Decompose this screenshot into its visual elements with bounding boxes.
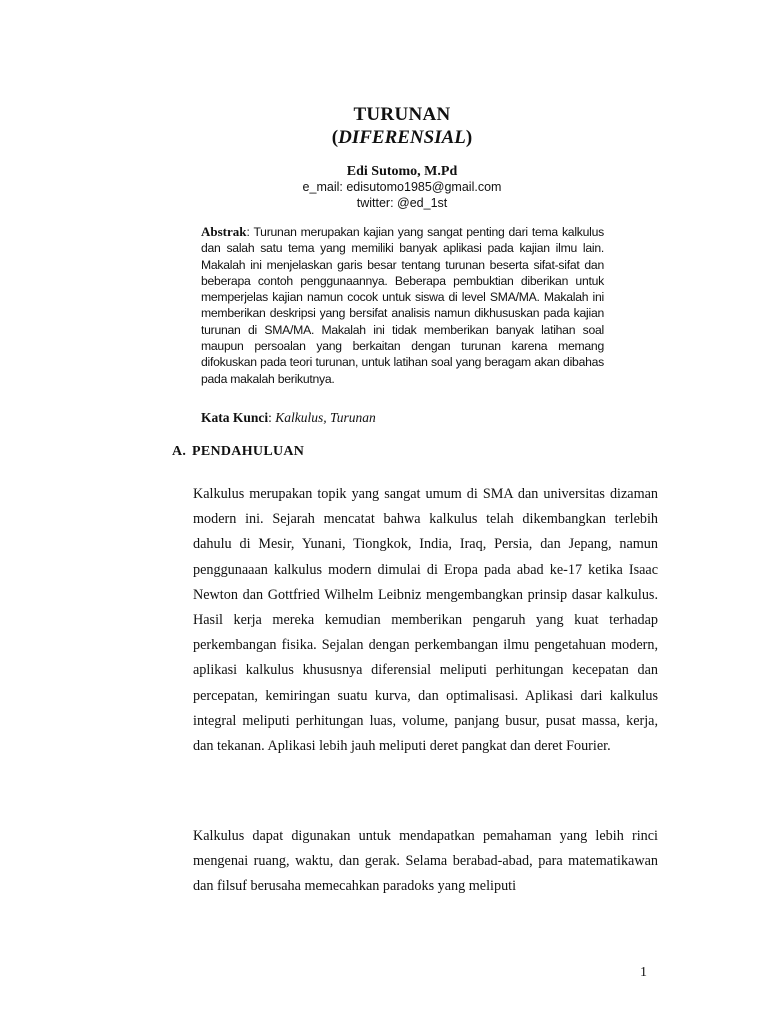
abstract-text: : Turunan merupakan kajian yang sangat penting dari tema kalkulus dan salah satu tema yang memiliki banyak aplikasi pada kajian ilmu lain. Makalah ini menjelaskan garis besar tentang turunan beserta sifat-sifat dan beberapa contoh penggunaannya. Beberapa pembuktian diberikan untuk memperjelas kajian namun cocok untuk siswa di level SMA/MA. Makalah ini memberikan deskripsi yang bersifat analisis namun dikhususkan pada kajian turunan di SMA/MA. Makalah ini tidak memberikan banyak latihan soal maupun persoalan yang berkaitan dengan turunan karena memang difokuskan pada teori turunan, untuk latihan soal yang beragam akan dibahas pada makalah berikutnya.	[201, 225, 604, 386]
subtitle-close-paren: )	[465, 127, 473, 148]
page-number: 1	[640, 965, 647, 980]
subtitle-italic-text: DIFERENSIAL	[338, 127, 466, 148]
section-title: PENDAHULUAN	[192, 444, 305, 459]
abstract-block	[201, 224, 604, 387]
abstract-label: Abstrak	[201, 224, 247, 239]
paper-subtitle	[0, 126, 768, 150]
keywords-line	[201, 409, 604, 426]
keywords-separator: :	[268, 410, 276, 425]
paper-title: TURUNAN	[353, 104, 451, 125]
author-name: Edi Sutomo, M.Pd	[346, 164, 458, 179]
keywords-label: Kata Kunci	[201, 410, 269, 425]
keywords-values: Kalkulus, Turunan	[275, 410, 376, 425]
author-twitter: twitter: @ed_1st	[356, 196, 448, 210]
subtitle-open-paren: (	[331, 127, 339, 148]
author-email: e_mail: edisutomo1985@gmail.com	[302, 180, 502, 194]
body-paragraph-2: Kalkulus dapat digunakan untuk mendapatkan pemahaman yang lebih rinci mengenai ruang, waktu, dan gerak. Selama berabad-abad, para matematikawan dan filsuf berusaha memecahkan paradoks yang meliputi	[193, 828, 658, 895]
body-paragraph-1: Kalkulus merupakan topik yang sangat umum di SMA dan universitas dizaman modern ini. Sejarah mencatat bahwa kalkulus telah dikembangkan terlebih dahulu di Mesir, Yunani, Tiongkok, India, Iraq, Persia, dan Jepang, namun penggunaaan kalkulus modern dimulai di Eropa pada abad ke-17 ketika Isaac Newton dan Gottfried Wilhelm Leibniz mengembangkan prinsip dasar kalkulus. Hasil kerja mereka kemudian memberikan pengaruh yang kuat terhadap perkembangan fisika. Sejalan dengan perkembangan ilmu pengetahuan modern, aplikasi kalkulus khususnya diferensial meliputi perhitungan kecepatan dan percepatan, kemiringan suatu kurva, dan optimalisasi. Aplikasi dari kalkulus integral meliputi perhitungan luas, volume, panjang busur, pusat massa, kerja, dan tekanan. Aplikasi lebih jauh meliputi deret pangkat dan deret Fourier.	[193, 486, 658, 755]
section-letter: A.	[172, 444, 187, 459]
section-heading	[172, 443, 304, 460]
